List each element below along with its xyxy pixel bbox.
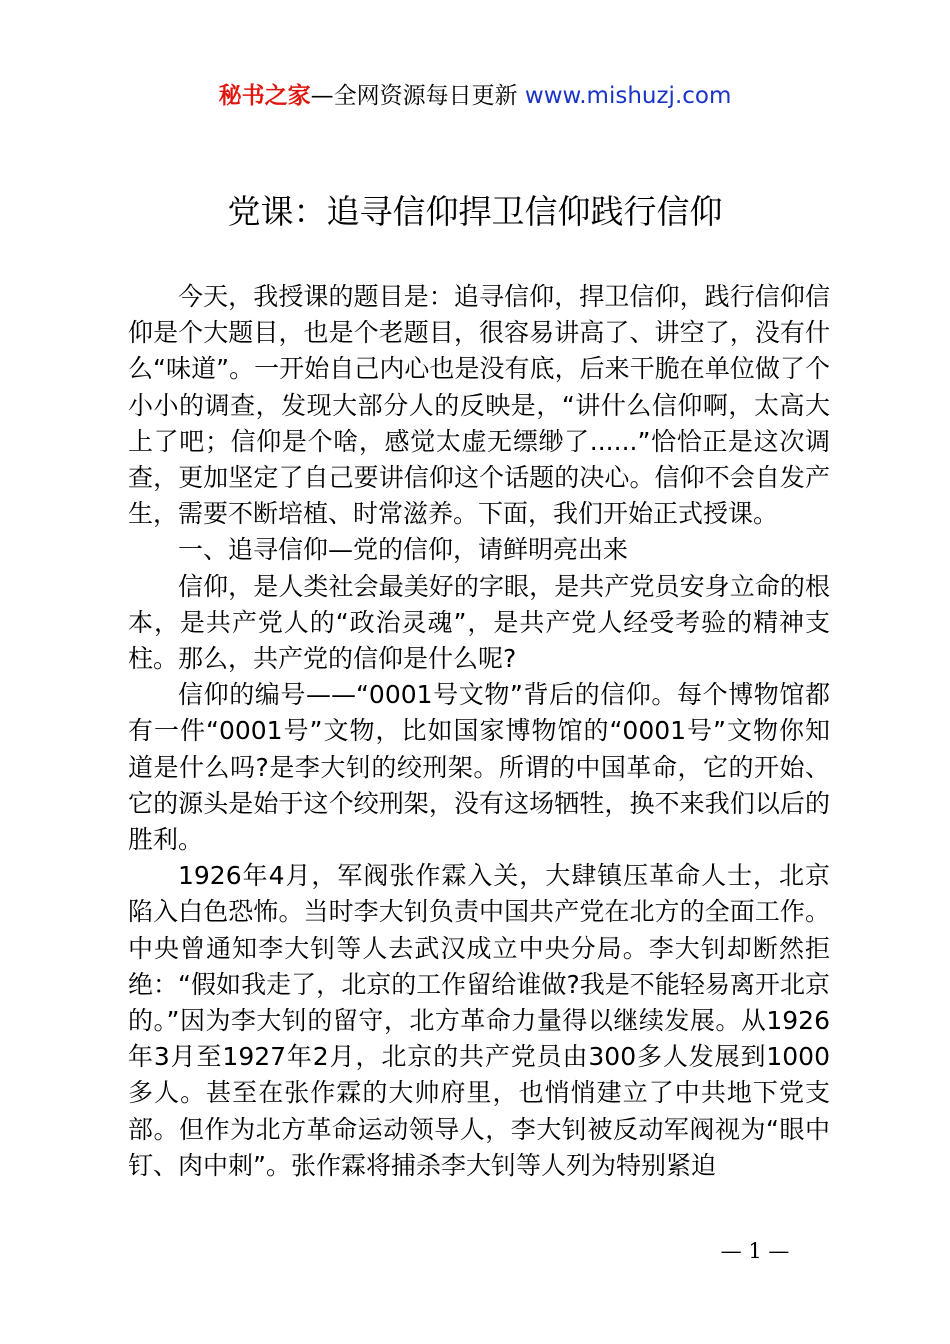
page-number: — 1 — bbox=[720, 1239, 790, 1263]
document-body bbox=[128, 279, 830, 1184]
paragraph: 信仰，是人类社会最美好的字眼，是共产党员安身立命的根本，是共产党人的“政治灵魂”，是共产党人经受考验的精神支柱。那么，共产党的信仰是什么呢? bbox=[128, 571, 830, 674]
paragraph-intro: 今天，我授课的题目是：追寻信仰，捍卫信仰，践行信仰信仰是个大题目，也是个老题目，很容易讲高了、讲空了，没有什么“味道”。一开始自己内心也是没有底，后来干脆在单位做了个小小的调查，发现大部分人的反映是，“讲什么信仰啊，太高大上了吧；信仰是个啥，感觉太虚无缥缈了......”恰恰正是这次调查，更加坚定了自己要讲信仰这个话题的决心。信仰不会自发产生，需要不断培植、时常滋养。下面，我们开始正式授课。 bbox=[128, 282, 830, 529]
paragraph: 1926年4月，军阀张作霖入关，大肆镇压革命人士，北京陷入白色恐怖。当时李大钊负责中国共产党在北方的全面工作。中央曾通知李大钊等人去武汉成立中央分局。李大钊却断然拒绝：“假如我走了，北京的工作留给谁做?我是不能轻易离开北京的。”因为李大钊的留守，北方革命力量得以继续发展。从1926年3月至1927年2月，北京的共产党员由300多人发展到1000多人。甚至在张作霖的大帅府里，也悄悄建立了中共地下党支部。但作为北方革命运动领导人，李大钊被反动军阀视为“眼中钉、肉中刺”。张作霖将捕杀李大钊等人列为特别紧迫 bbox=[128, 861, 830, 1180]
document-title: 党课：追寻信仰捍卫信仰践行信仰 bbox=[227, 192, 723, 231]
site-tagline: —全网资源每日更新 bbox=[310, 83, 525, 109]
site-url-link[interactable]: www.mishuzj.com bbox=[524, 83, 732, 109]
section-heading: 一、追寻信仰—党的信仰，请鲜明亮出来 bbox=[178, 535, 629, 565]
site-brand: 秘书之家 bbox=[218, 83, 311, 109]
paragraph: 信仰的编号——“0001号文物”背后的信仰。每个博物馆都有一件“0001号”文物，比如国家博物馆的“0001号”文物你知道是什么吗?是李大钊的绞刑架。所谓的中国革命，它的开始、它的源头是始于这个绞刑架，没有这场牺牲，换不来我们以后的胜利。 bbox=[128, 680, 830, 855]
site-header bbox=[0, 80, 950, 112]
